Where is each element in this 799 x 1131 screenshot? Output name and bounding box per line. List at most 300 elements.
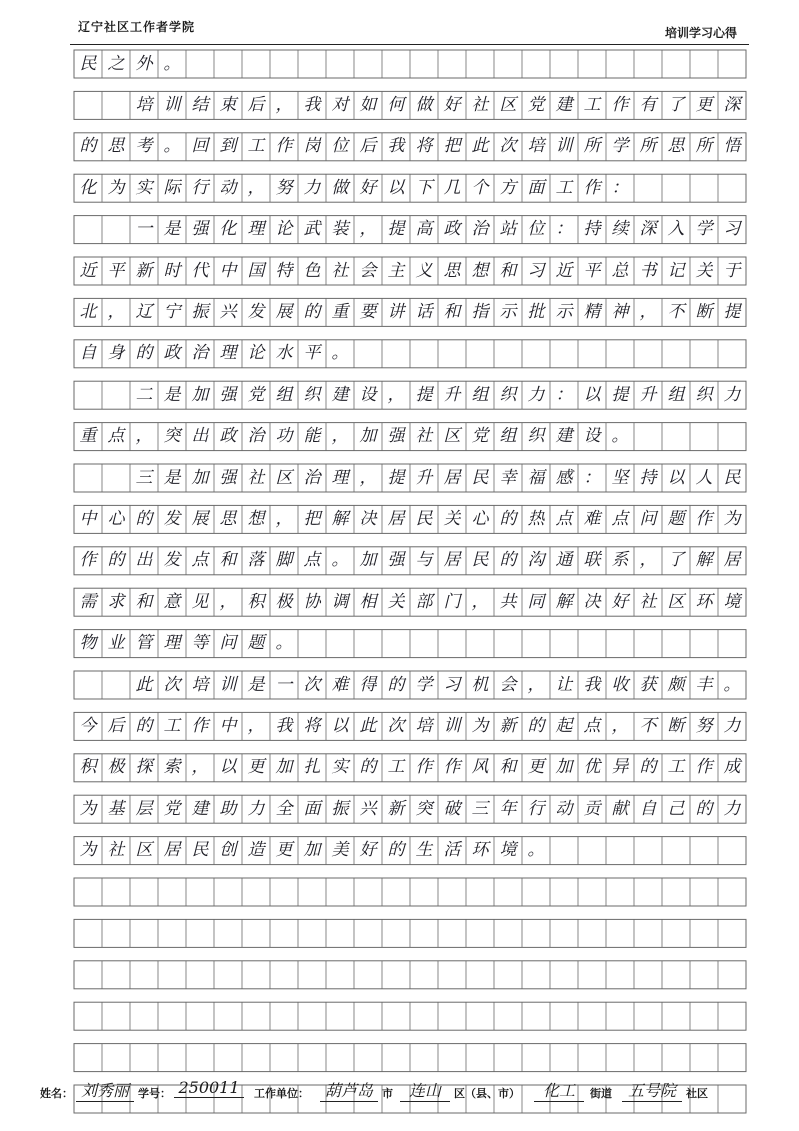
grid-cell: 行	[527, 798, 545, 819]
grid-cell	[326, 919, 354, 947]
community-suffix: 社区	[686, 1087, 708, 1100]
grid-cell: ，	[191, 757, 209, 778]
grid-cell: ：	[583, 467, 601, 488]
grid-cell: 加	[359, 550, 377, 571]
grid-cell: 区	[667, 591, 685, 612]
grid-cell: 以	[331, 715, 349, 736]
grid-cell	[242, 878, 270, 906]
grid-cell: 书	[639, 260, 657, 281]
grid-cell: 基	[107, 798, 125, 819]
grid-cell	[186, 878, 214, 906]
manuscript-row	[74, 505, 746, 533]
grid-cell: 入	[667, 219, 685, 240]
grid-cell: 示	[499, 301, 517, 322]
grid-cell: 强	[191, 219, 209, 240]
grid-cell: 力	[723, 798, 741, 819]
grid-cell: 加	[191, 384, 209, 405]
grid-cell	[634, 1002, 662, 1030]
grid-cell	[662, 1002, 690, 1030]
grid-cell	[186, 1002, 214, 1030]
manuscript-row	[74, 547, 746, 575]
grid-cell: 贡	[583, 798, 601, 819]
grid-cell: 关	[695, 260, 713, 281]
grid-cell: 和	[443, 301, 461, 322]
grid-cell: 辽	[135, 301, 153, 322]
grid-cell: ，	[387, 384, 405, 405]
grid-cell	[102, 381, 130, 409]
grid-cell: 话	[415, 301, 433, 322]
grid-cell: 获	[639, 674, 657, 695]
grid-cell: 三	[471, 798, 489, 819]
grid-cell: ，	[527, 674, 545, 695]
grid-cell: 武	[303, 219, 321, 240]
grid-cell	[102, 961, 130, 989]
grid-cell: 了	[667, 94, 685, 115]
grid-cell: 与	[415, 550, 433, 571]
grid-cell: 主	[387, 260, 405, 281]
grid-cell: 回	[191, 136, 209, 157]
city-value: 葫芦岛	[320, 1078, 378, 1102]
grid-cell: 作	[415, 757, 433, 778]
grid-cell	[354, 340, 382, 368]
grid-cell: 能	[303, 426, 321, 447]
grid-cell: 政	[219, 426, 237, 447]
grid-cell: 区	[443, 426, 461, 447]
grid-cell	[438, 961, 466, 989]
grid-cell: 动	[555, 798, 573, 819]
grid-cell	[298, 961, 326, 989]
grid-cell: 意	[163, 591, 181, 612]
grid-cell	[382, 340, 410, 368]
grid-cell: 思	[443, 260, 461, 281]
grid-cell: ，	[611, 715, 629, 736]
grid-cell: 为	[79, 840, 97, 861]
name-label: 姓名：	[40, 1087, 73, 1100]
grid-cell	[690, 837, 718, 865]
grid-cell: 党	[163, 798, 181, 819]
grid-cell: 心	[471, 508, 489, 529]
grid-cell	[578, 878, 606, 906]
grid-cell	[606, 961, 634, 989]
grid-cell: 美	[331, 840, 349, 861]
grid-cell	[410, 630, 438, 658]
grid-cell: 的	[639, 757, 657, 778]
grid-cell: 组	[471, 384, 489, 405]
grid-cell	[270, 1002, 298, 1030]
grid-cell	[578, 919, 606, 947]
grid-cell: 持	[583, 219, 601, 240]
grid-cell	[718, 423, 746, 451]
grid-cell	[130, 1002, 158, 1030]
grid-cell	[326, 1044, 354, 1072]
grid-cell	[578, 961, 606, 989]
grid-cell: 功	[275, 426, 293, 447]
grid-cell: 提	[387, 467, 405, 488]
grid-cell	[242, 961, 270, 989]
grid-cell: 民	[79, 53, 97, 74]
grid-cell	[522, 878, 550, 906]
grid-cell: 为	[107, 177, 125, 198]
manuscript-row	[74, 878, 746, 906]
grid-cell: 于	[723, 260, 741, 281]
grid-cell: 极	[107, 757, 125, 778]
grid-cell: 加	[555, 757, 573, 778]
grid-cell	[214, 961, 242, 989]
grid-cell: 训	[443, 715, 461, 736]
grid-cell	[74, 91, 102, 119]
grid-cell	[298, 630, 326, 658]
grid-cell	[550, 837, 578, 865]
grid-cell: 和	[499, 260, 517, 281]
grid-cell: 三	[135, 467, 153, 488]
grid-cell	[214, 50, 242, 78]
grid-cell: 建	[555, 426, 573, 447]
grid-cell: ，	[135, 426, 153, 447]
grid-cell: 解	[695, 550, 713, 571]
grid-cell: 部	[415, 591, 433, 612]
grid-cell: 兴	[359, 798, 377, 819]
grid-cell	[102, 919, 130, 947]
grid-cell: 民	[471, 467, 489, 488]
grid-cell: 造	[247, 840, 265, 861]
grid-cell: 到	[219, 136, 237, 157]
grid-cell: 提	[387, 219, 405, 240]
grid-cell: 求	[107, 591, 125, 612]
grid-cell: 社	[247, 467, 265, 488]
grid-cell: 振	[331, 798, 349, 819]
grid-cell: 中	[79, 508, 97, 529]
grid-cell: 民	[191, 840, 209, 861]
grid-cell: 平	[303, 343, 321, 364]
grid-cell: 优	[583, 757, 601, 778]
grid-cell: 落	[247, 550, 265, 571]
grid-cell: 宁	[163, 301, 181, 322]
grid-cell	[74, 671, 102, 699]
grid-cell	[74, 381, 102, 409]
grid-cell: 通	[555, 550, 573, 571]
grid-cell	[214, 1044, 242, 1072]
grid-cell: 风	[471, 757, 489, 778]
grid-cell: 工	[583, 94, 601, 115]
grid-cell	[718, 174, 746, 202]
grid-cell: 问	[219, 633, 237, 654]
grid-cell: 岗	[303, 136, 321, 157]
grid-cell	[130, 961, 158, 989]
manuscript-row	[74, 588, 746, 616]
grid-cell: 发	[163, 508, 181, 529]
grid-cell: 近	[555, 260, 573, 281]
grid-cell: 义	[415, 260, 433, 281]
grid-cell: 环	[695, 591, 713, 612]
grid-cell	[662, 340, 690, 368]
grid-cell: 力	[723, 384, 741, 405]
grid-cell	[298, 50, 326, 78]
grid-cell: 习	[527, 260, 545, 281]
grid-cell: 以	[667, 467, 685, 488]
grid-cell	[662, 50, 690, 78]
grid-cell	[186, 961, 214, 989]
grid-cell	[662, 423, 690, 451]
grid-cell: 后	[107, 715, 125, 736]
manuscript-row	[74, 961, 746, 989]
grid-cell: 是	[247, 674, 265, 695]
grid-cell	[130, 919, 158, 947]
grid-cell: 同	[527, 591, 545, 612]
grid-cell: 关	[387, 591, 405, 612]
grid-cell: 代	[191, 260, 209, 281]
grid-cell	[158, 919, 186, 947]
grid-cell: 活	[443, 840, 461, 861]
manuscript-row	[74, 754, 746, 782]
grid-cell	[634, 1044, 662, 1072]
grid-cell: 热	[527, 508, 545, 529]
grid-cell: 突	[415, 798, 433, 819]
grid-cell	[634, 423, 662, 451]
grid-cell: 理	[219, 343, 237, 364]
grid-cell: 工	[387, 757, 405, 778]
grid-cell: 居	[443, 550, 461, 571]
grid-cell	[102, 671, 130, 699]
grid-cell	[662, 1044, 690, 1072]
grid-cell: 幸	[499, 467, 517, 488]
grid-cell: ，	[471, 591, 489, 612]
grid-cell: 社	[639, 591, 657, 612]
grid-cell	[74, 1002, 102, 1030]
grid-cell: 建	[555, 94, 573, 115]
city-suffix: 市	[382, 1087, 393, 1100]
grid-cell: 理	[247, 219, 265, 240]
grid-cell	[662, 961, 690, 989]
grid-cell: 作	[695, 757, 713, 778]
grid-cell: 一	[275, 674, 293, 695]
grid-cell: 动	[219, 177, 237, 198]
grid-cell: 学	[415, 674, 433, 695]
grid-cell	[718, 340, 746, 368]
grid-cell: 力	[247, 798, 265, 819]
grid-cell: 此	[471, 136, 489, 157]
grid-cell: 需	[79, 591, 97, 612]
grid-cell	[550, 961, 578, 989]
grid-cell: 化	[219, 219, 237, 240]
grid-cell: 社	[471, 94, 489, 115]
grid-cell: 突	[163, 426, 181, 447]
grid-cell	[494, 1044, 522, 1072]
manuscript-row	[74, 133, 746, 161]
grid-cell	[718, 878, 746, 906]
grid-cell: 居	[443, 467, 461, 488]
grid-cell: ：	[555, 384, 573, 405]
grid-cell: 我	[387, 136, 405, 157]
grid-cell: ，	[639, 301, 657, 322]
grid-cell	[662, 878, 690, 906]
grid-cell: 极	[275, 591, 293, 612]
grid-cell: 己	[667, 798, 685, 819]
grid-cell: 区	[275, 467, 293, 488]
grid-cell: 民	[415, 508, 433, 529]
grid-cell: 了	[667, 550, 685, 571]
grid-cell	[690, 50, 718, 78]
grid-cell: 。	[331, 343, 349, 364]
grid-cell: 提	[723, 301, 741, 322]
grid-cell: 心	[107, 508, 125, 529]
grid-cell: 思	[219, 508, 237, 529]
grid-cell	[662, 919, 690, 947]
grid-cell: 习	[723, 219, 741, 240]
grid-cell: 区	[499, 94, 517, 115]
grid-cell	[606, 919, 634, 947]
grid-cell: 培	[415, 715, 433, 736]
grid-cell: 持	[639, 467, 657, 488]
grid-cell: 次	[387, 715, 405, 736]
community-value: 五号院	[622, 1078, 682, 1102]
grid-cell	[690, 174, 718, 202]
grid-cell: 近	[79, 260, 97, 281]
grid-cell: 决	[359, 508, 377, 529]
grid-cell: 好	[611, 591, 629, 612]
grid-cell: 之	[107, 53, 125, 74]
grid-cell	[578, 837, 606, 865]
grid-cell: 习	[443, 674, 461, 695]
grid-cell: 解	[555, 591, 573, 612]
grid-cell: 何	[387, 94, 405, 115]
grid-cell: 社	[107, 840, 125, 861]
grid-cell	[298, 878, 326, 906]
grid-cell	[382, 878, 410, 906]
grid-cell: 见	[191, 591, 209, 612]
grid-cell: 身	[107, 343, 125, 364]
grid-cell: 社	[415, 426, 433, 447]
grid-cell: 收	[611, 674, 629, 695]
grid-cell: 共	[499, 591, 517, 612]
grid-cell: 点	[303, 550, 321, 571]
grid-cell	[522, 50, 550, 78]
grid-cell: 门	[443, 591, 461, 612]
grid-cell: 的	[135, 343, 153, 364]
work-unit-label: 工作单位：	[254, 1087, 309, 1100]
grid-cell: 今	[79, 715, 97, 736]
grid-cell: 所	[639, 136, 657, 157]
grid-cell: 起	[555, 715, 573, 736]
grid-cell: 续	[611, 219, 629, 240]
grid-cell	[634, 340, 662, 368]
grid-cell: 有	[639, 94, 657, 115]
grid-cell	[634, 630, 662, 658]
grid-cell: 平	[583, 260, 601, 281]
grid-cell: 出	[135, 550, 153, 571]
grid-cell: 强	[219, 467, 237, 488]
grid-cell: 好	[359, 840, 377, 861]
grid-cell: 党	[527, 94, 545, 115]
grid-cell	[270, 1044, 298, 1072]
grid-cell: 自	[79, 343, 97, 364]
grid-cell	[410, 919, 438, 947]
grid-cell	[494, 50, 522, 78]
grid-cell	[606, 1002, 634, 1030]
grid-cell	[354, 50, 382, 78]
grid-cell	[438, 340, 466, 368]
grid-cell: 提	[611, 384, 629, 405]
grid-cell	[522, 919, 550, 947]
grid-cell	[214, 878, 242, 906]
grid-cell: 培	[135, 94, 153, 115]
grid-cell: 索	[163, 757, 181, 778]
grid-cell: 束	[219, 94, 237, 115]
grid-cell	[410, 50, 438, 78]
manuscript-row	[74, 1002, 746, 1030]
grid-cell: 社	[331, 260, 349, 281]
grid-cell: 得	[359, 674, 377, 695]
grid-cell	[690, 423, 718, 451]
grid-cell: 难	[583, 508, 601, 529]
grid-cell: 是	[163, 219, 181, 240]
grid-cell: 训	[219, 674, 237, 695]
grid-cell: 外	[135, 53, 153, 74]
grid-cell: 做	[415, 94, 433, 115]
grid-cell: 作	[79, 550, 97, 571]
grid-cell: 重	[79, 426, 97, 447]
grid-cell: 。	[275, 633, 293, 654]
grid-cell: 自	[639, 798, 657, 819]
grid-cell: ，	[219, 591, 237, 612]
grid-cell	[550, 1002, 578, 1030]
grid-cell	[578, 50, 606, 78]
grid-cell	[410, 1044, 438, 1072]
grid-cell	[382, 50, 410, 78]
grid-cell: 培	[191, 674, 209, 695]
grid-cell	[466, 630, 494, 658]
grid-cell	[466, 919, 494, 947]
grid-cell	[186, 50, 214, 78]
grid-cell	[326, 50, 354, 78]
grid-cell: 。	[611, 426, 629, 447]
manuscript-row	[74, 630, 746, 658]
grid-cell: 站	[499, 219, 517, 240]
grid-cell	[550, 878, 578, 906]
grid-cell: 二	[135, 384, 153, 405]
grid-cell	[466, 961, 494, 989]
grid-cell	[158, 878, 186, 906]
grid-cell: 要	[359, 301, 377, 322]
grid-cell: 新	[499, 715, 517, 736]
grid-cell: ：	[611, 177, 629, 198]
grid-cell: 把	[303, 508, 321, 529]
grid-cell	[606, 1044, 634, 1072]
grid-cell: 示	[555, 301, 573, 322]
grid-cell	[690, 1002, 718, 1030]
grid-cell: 织	[303, 384, 321, 405]
grid-cell	[466, 1002, 494, 1030]
grid-cell: 织	[499, 384, 517, 405]
grid-cell: 。	[163, 136, 181, 157]
grid-cell: 出	[191, 426, 209, 447]
grid-cell: 相	[359, 591, 377, 612]
grid-cell	[690, 630, 718, 658]
grid-cell	[522, 1002, 550, 1030]
grid-cell	[242, 1044, 270, 1072]
grid-cell: 力	[527, 384, 545, 405]
grid-cell: 治	[303, 467, 321, 488]
grid-cell: 的	[387, 840, 405, 861]
grid-cell: 想	[471, 260, 489, 281]
district-suffix: 区（县、市）	[454, 1087, 520, 1100]
grid-cell: 学	[695, 219, 713, 240]
grid-cell	[242, 919, 270, 947]
grid-cell: 理	[331, 467, 349, 488]
grid-cell: 不	[639, 715, 657, 736]
grid-cell: 设	[583, 426, 601, 447]
grid-cell	[578, 630, 606, 658]
grid-cell: 的	[499, 550, 517, 571]
